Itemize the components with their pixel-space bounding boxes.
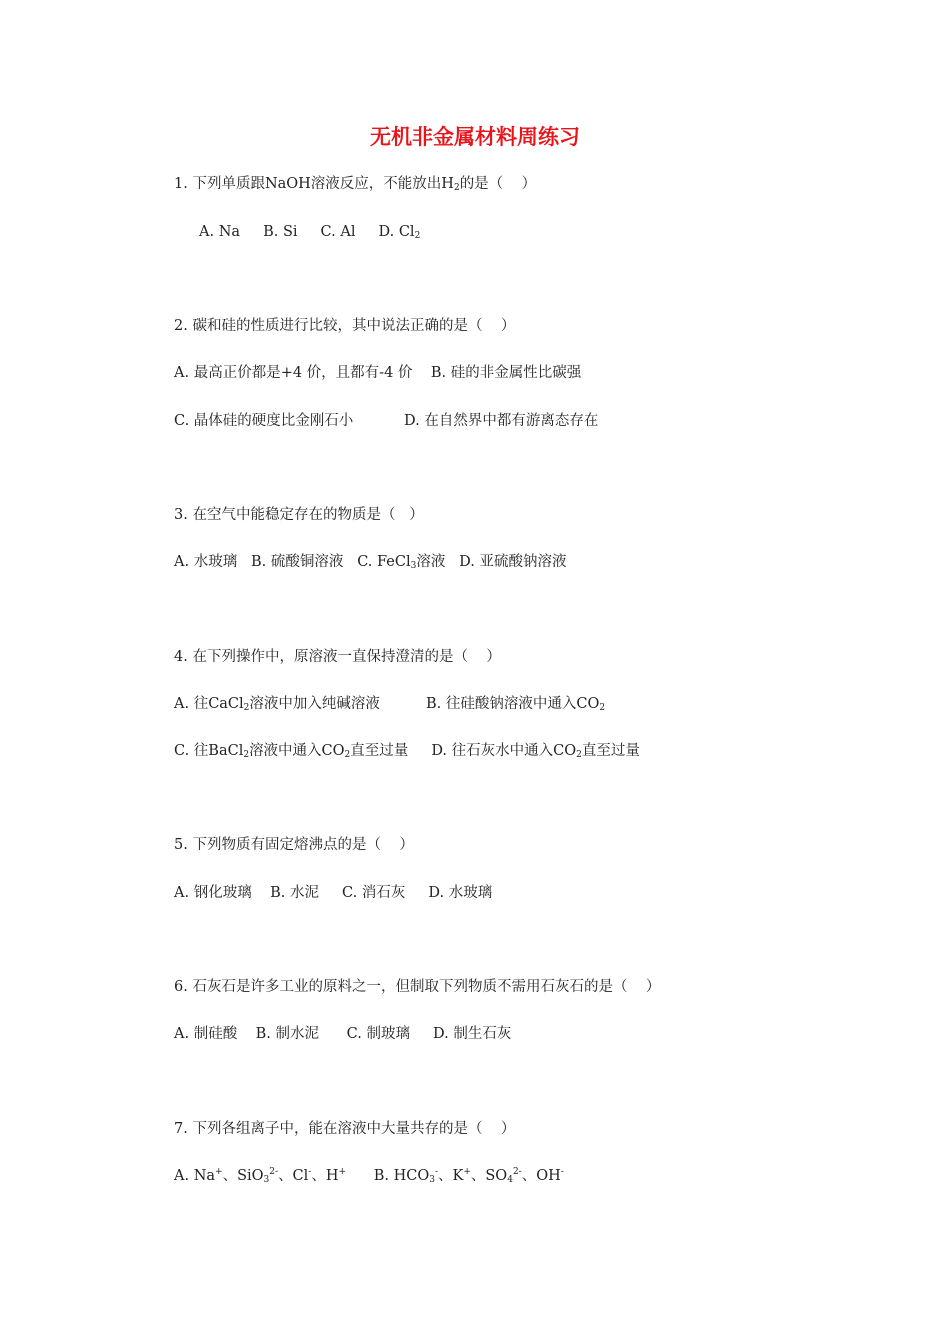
q7-a-sio: 、SiO bbox=[222, 1168, 264, 1184]
question-7-options bbox=[174, 1166, 564, 1186]
q3-options-text: A. 水玻璃 B. 硫酸铜溶液 C. FeCl bbox=[174, 554, 411, 570]
question-2-options-line-1: A. 最高正价都是+4 价，且都有-4 价 B. 硅的非金属性比碳强 bbox=[174, 365, 582, 381]
q3-options-subscript: 3 bbox=[410, 561, 417, 571]
q1-stem-subscript: 2 bbox=[453, 183, 460, 193]
question-6-options: A. 制硅酸 B. 制水泥 C. 制玻璃 D. 制生石灰 bbox=[174, 1026, 512, 1042]
q4-l1-text-a: A. 往CaCl bbox=[174, 696, 244, 712]
question-2-options-line-2: C. 晶体硅的硬度比金刚石小 D. 在自然界中都有游离态存在 bbox=[174, 413, 599, 429]
question-4-stem: 4. 在下列操作中，原溶液一直保持澄清的是（ ） bbox=[174, 649, 501, 665]
q7-a-h-charge: + bbox=[338, 1167, 347, 1177]
q7-b-hco: B. HCO bbox=[346, 1168, 430, 1184]
page-title: 无机非金属材料周练习 bbox=[370, 125, 580, 149]
q4-l1-subscript-1: 2 bbox=[243, 703, 250, 713]
q7-b-so: 、SO bbox=[470, 1168, 508, 1184]
question-4-options-line-1 bbox=[174, 694, 605, 714]
q4-l2-text-a: C. 往BaCl bbox=[174, 743, 244, 759]
question-5-options: A. 钢化玻璃 B. 水泥 C. 消石灰 D. 水玻璃 bbox=[174, 885, 493, 901]
q7-b-k: 、K bbox=[437, 1168, 464, 1184]
q7-b-hco-subscript: 3 bbox=[429, 1175, 435, 1185]
question-7-stem: 7. 下列各组离子中，能在溶液中大量共存的是（ ） bbox=[174, 1121, 516, 1137]
q3-options-text-end: 溶液 D. 亚硫酸钠溶液 bbox=[416, 554, 567, 570]
question-6-stem: 6. 石灰石是许多工业的原料之一，但制取下列物质不需用石灰石的是（ ） bbox=[174, 979, 661, 995]
q7-a-sio-charge: 2- bbox=[269, 1167, 279, 1177]
q1-options-text: A. Na B. Si C. Al D. Cl bbox=[199, 224, 415, 240]
q1-options-subscript: 2 bbox=[414, 231, 421, 241]
question-4-options-line-2 bbox=[174, 741, 640, 761]
q4-l2-text-b: 溶液中通入CO bbox=[249, 743, 345, 759]
q7-b-k-charge: + bbox=[463, 1167, 471, 1177]
q4-l2-subscript-2: 2 bbox=[344, 750, 351, 760]
q7-a-h: 、H bbox=[311, 1168, 339, 1184]
q7-a-na-charge: + bbox=[215, 1167, 223, 1177]
q7-b-oh-charge: - bbox=[560, 1167, 564, 1177]
q1-stem-text-end: 的是（ ） bbox=[459, 176, 537, 192]
q4-l2-text-d: 直至过量 bbox=[581, 743, 640, 759]
question-5-stem: 5. 下列物质有固定熔沸点的是（ ） bbox=[174, 837, 414, 853]
q7-b-so-subscript: 4 bbox=[507, 1175, 513, 1185]
q4-l2-subscript-3: 2 bbox=[576, 750, 582, 760]
q7-a-cl-charge: - bbox=[308, 1167, 312, 1177]
q7-b-hco-charge: - bbox=[434, 1167, 438, 1177]
question-2-stem: 2. 碳和硅的性质进行比较，其中说法正确的是（ ） bbox=[174, 318, 516, 334]
q1-stem-text: 1. 下列单质跟NaOH溶液反应，不能放出H bbox=[174, 176, 454, 192]
q7-b-oh: 、OH bbox=[521, 1168, 561, 1184]
question-3-stem: 3. 在空气中能稳定存在的物质是（ ） bbox=[174, 507, 424, 523]
q4-l2-text-c: 直至过量 D. 往石灰水中通入CO bbox=[350, 743, 577, 759]
q7-a-sio-subscript: 3 bbox=[263, 1175, 270, 1185]
q7-b-so-charge: 2- bbox=[512, 1167, 522, 1177]
q4-l1-text-b: 溶液中加入纯碱溶液 B. 往硅酸钠溶液中通入CO bbox=[249, 696, 600, 712]
q7-a-na: A. Na bbox=[174, 1168, 216, 1184]
question-3-options bbox=[174, 552, 567, 572]
q4-l1-subscript-2: 2 bbox=[599, 703, 606, 713]
question-1-stem bbox=[174, 174, 536, 194]
question-1-options bbox=[199, 222, 420, 242]
q7-a-cl: 、Cl bbox=[278, 1168, 309, 1184]
q4-l2-subscript-1: 2 bbox=[243, 750, 250, 760]
